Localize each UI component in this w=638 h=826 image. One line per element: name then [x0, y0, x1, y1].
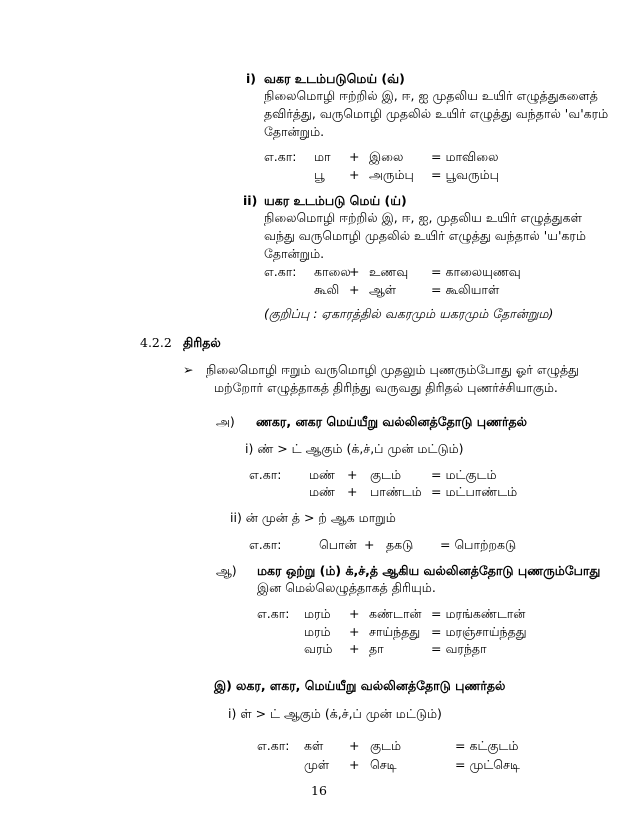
sec-i-eg-label: எ.கா:	[264, 149, 297, 164]
sub-a-ex1-eq: = மட்குடம்	[431, 467, 497, 482]
sub-a-ex3-b: தகடு	[386, 537, 414, 552]
sec-i-ex1-b: இலை	[369, 149, 404, 164]
sec-ii-eg-label: எ.கா:	[264, 264, 297, 279]
section-title: திரிதல்	[183, 335, 221, 350]
sub-aa-ex1-op: +	[349, 606, 360, 621]
sec-ii-ex2-b: ஆள்	[369, 282, 397, 297]
sub-i-ex1-eq: = கட்குடம்	[455, 738, 519, 753]
sec-ii-line-2: வந்து வருமொழி முதலில் உயிர் எழுத்து வந்தால் 'ய'கரம்	[264, 228, 586, 243]
sec-i-ex2-op: +	[349, 167, 360, 182]
sec-ii-heading: யகர உடம்படு மெய் (ய்)	[264, 193, 407, 208]
sub-i-eg-label: எ.கா:	[257, 738, 290, 753]
sub-aa-ex3-b: தா	[369, 641, 384, 656]
sub-aa-ex1-b: கண்டான்	[369, 606, 422, 621]
sub-i-title: லகர, ளகர, மெய்யீறு வல்லினத்தோடு புணர்தல்	[236, 678, 506, 693]
sub-aa-ex3-eq: = வரந்தா	[431, 641, 487, 656]
sub-a-ex2-b: பாண்டம்	[370, 484, 422, 499]
sec-ii-line-1: நிலைமொழி ஈற்றில் இ, ஈ, ஐ, முதலிய உயிர் எழுத்துகள்	[264, 210, 582, 225]
page-number: 16	[311, 783, 327, 798]
sec-i-ex1-a: மா	[314, 149, 331, 164]
sub-i-label: இ)	[214, 678, 232, 693]
sub-i-ex1-op: +	[349, 738, 360, 753]
sec-i-ex2-b: அரும்பு	[369, 167, 414, 182]
sub-a-ex3-a: பொன்	[319, 537, 357, 552]
sub-a-ex3-eq: = பொற்றகடு	[440, 537, 517, 552]
bullet-line-1: நிலைமொழி ஈறும் வருமொழி முதலும் புணரும்போது ஓர் எழுத்து	[206, 362, 579, 377]
sec-i-ex1-eq: = மாவிலை	[431, 149, 499, 164]
sub-a-ex2-op: +	[347, 484, 358, 499]
sec-ii-ex1-b: உணவு	[369, 264, 409, 279]
sec-ii-note: (குறிப்பு : ஏகாரத்தில் வகரமும் யகரமும் தோன்றும)	[264, 306, 554, 321]
sub-aa-label: ஆ)	[216, 563, 237, 578]
sub-a-ex2-a: மண்	[309, 484, 335, 499]
sub-a-label: அ)	[216, 414, 235, 429]
sec-ii-ex2-op: +	[349, 282, 360, 297]
sec-i-line-1: நிலைமொழி ஈற்றில் இ, ஈ, ஐ முதலிய உயிர் எழுத்துகளைத்	[264, 88, 598, 103]
sec-ii-ex1-eq: = காலையுணவு	[431, 264, 521, 279]
sub-aa-ex3-op: +	[349, 641, 360, 656]
sub-i-rule-1: i) ள் > ட் ஆகும் (க்,ச்,ப் முன் மட்டும்)	[228, 706, 442, 721]
sub-a-ex2-eq: = மட்பாண்டம்	[431, 484, 518, 499]
sec-ii-num: ii)	[243, 193, 258, 208]
sub-i-ex2-a: முள்	[304, 757, 330, 772]
bullet-arrow-icon: ➢	[183, 362, 194, 377]
sec-i-line-2: தவிர்த்து, வருமொழி முதலில் உயிர் எழுத்து வந்தால் 'வ'கரம்	[264, 106, 609, 121]
sub-i-ex1-b: குடம்	[370, 738, 402, 753]
sub-i-ex2-op: +	[349, 757, 360, 772]
sub-i-ex1-a: கள்	[304, 738, 324, 753]
sub-a-ex3-op: +	[364, 537, 375, 552]
sub-i-ex2-eq: = முட்செடி	[455, 757, 520, 772]
sub-aa-ex2-b: சாய்ந்தது	[369, 624, 421, 639]
sub-a-eg-label-2: எ.கா:	[249, 537, 282, 552]
sub-aa-ex2-eq: = மரஞ்சாய்ந்தது	[431, 624, 527, 639]
sub-aa-title: மகர ஒற்று (ம்) க்,ச்,த் ஆகிய வல்லினத்தோடு புணரும்போது	[257, 563, 601, 578]
sub-a-rule-1: i) ண் > ட் ஆகும் (க்,ச்,ப் முன் மட்டும்)	[245, 441, 464, 456]
sub-aa-eg-label: எ.கா:	[257, 606, 290, 621]
sub-a-ex1-op: +	[347, 467, 358, 482]
sub-aa-ex1-a: மரம்	[304, 606, 331, 621]
sub-aa-ex3-a: வரம்	[304, 641, 333, 656]
sec-i-line-3: தோன்றும்.	[264, 124, 325, 139]
sub-a-title: ணகர, னகர மெய்யீறு வல்லினத்தோடு புணர்தல்	[256, 414, 528, 429]
sec-ii-line-3: தோன்றும்.	[264, 246, 325, 261]
sub-aa-ex2-a: மரம்	[304, 624, 331, 639]
sub-aa-ex2-op: +	[349, 624, 360, 639]
sec-ii-ex1-op: +	[349, 264, 360, 279]
sub-aa-ex1-eq: = மரங்கண்டான்	[431, 606, 526, 621]
sub-aa-line-2: இன மெல்லெழுத்தாகத் திரியும்.	[257, 580, 436, 595]
sub-i-ex2-b: செடி	[370, 757, 397, 772]
sec-i-ex2-eq: = பூவரும்பு	[431, 167, 499, 182]
sub-a-rule-2: ii) ன் முன் த் > ற் ஆக மாறும்	[230, 510, 396, 525]
sub-a-eg-label: எ.கா:	[249, 467, 282, 482]
section-number: 4.2.2	[140, 335, 172, 350]
sec-i-ex2-a: பூ	[314, 167, 325, 182]
sec-i-num: i)	[246, 71, 256, 86]
sec-i-ex1-op: +	[349, 149, 360, 164]
sec-ii-ex2-eq: = கூலியாள்	[431, 282, 500, 297]
sec-ii-ex2-a: கூலி	[314, 282, 340, 297]
bullet-line-2: மற்றோர் எழுத்தாகத் திரிந்து வருவது திரிதல் புணர்ச்சியாகும்.	[214, 380, 558, 395]
sec-i-heading: வகர உடம்படுமெய் (வ்)	[264, 71, 405, 86]
sub-a-ex1-b: குடம்	[370, 467, 402, 482]
sec-ii-ex1-a: காலை	[314, 264, 351, 279]
sub-a-ex1-a: மண்	[309, 467, 335, 482]
